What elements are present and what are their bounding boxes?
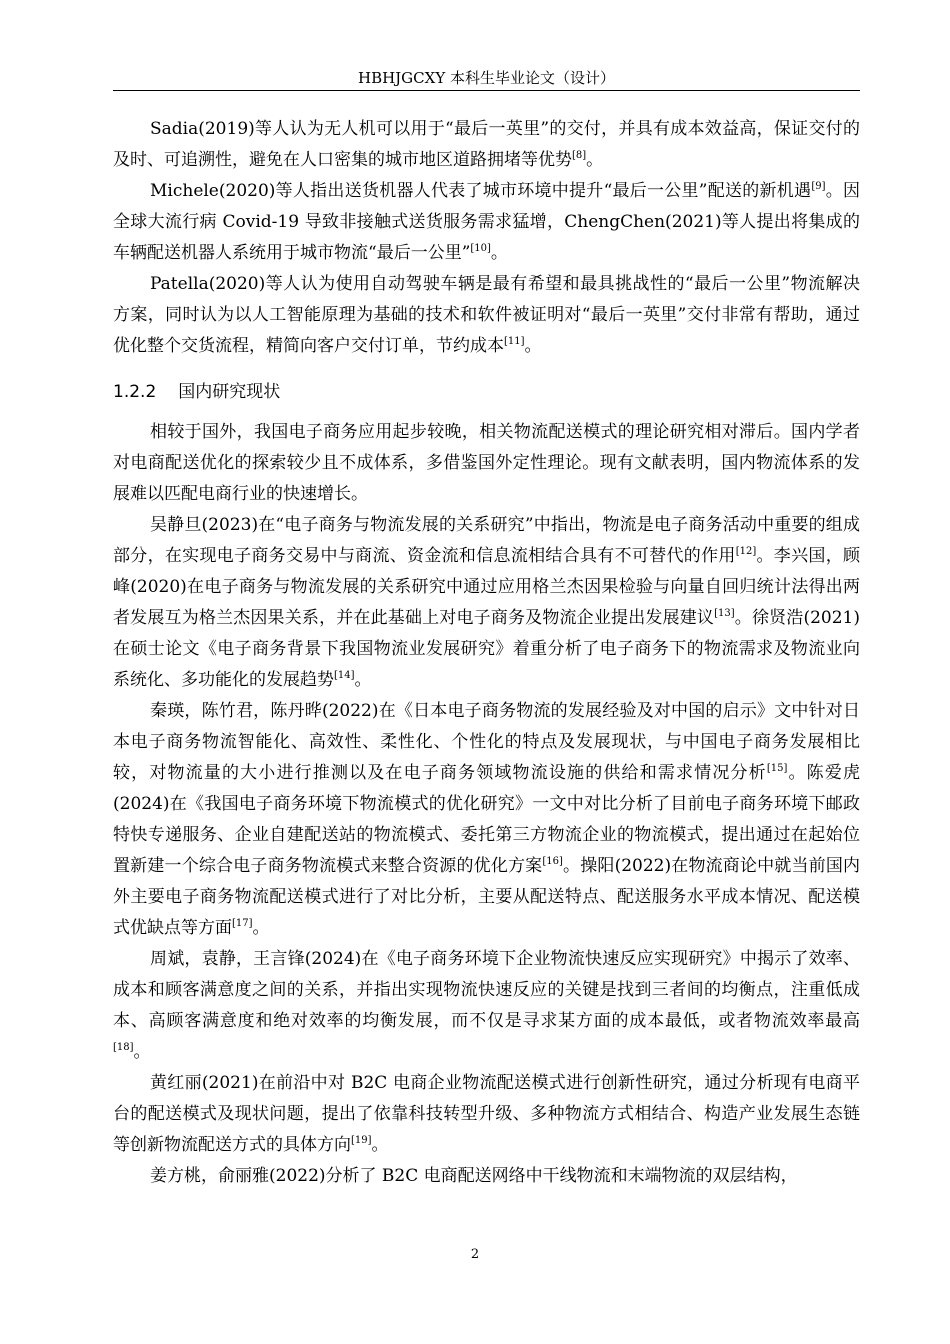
paragraph-qin [113, 696, 860, 944]
paragraph-jiang [113, 1161, 860, 1192]
paragraph-tail: 。 [354, 670, 372, 690]
paragraph-text: 秦瑛，陈竹君，陈丹晔(2022)在《日本电子商务物流的发展经验及对中国的启示》文中针对日本电子商务物流智能化、高效性、柔性化、个性化的特点及发展现状，与中国电子商务发展相比较，对物流量的大小进行推测以及在电子商务领域物流设施的供给和需求情况分析 [113, 701, 860, 783]
citation: [12] [735, 546, 757, 557]
paragraph-tail: 。 [490, 243, 508, 263]
section-number: 1.2.2 [113, 382, 157, 402]
citation: [14] [334, 670, 355, 681]
paragraph-huang [113, 1068, 860, 1161]
paragraph-text: 。操阳(2022)在物流商论中就当前国内外主要电子商务物流配送模式进行了对比分析，主要从配送特点、配送服务水平成本情况、配送模式优缺点等方面 [113, 856, 861, 938]
citation: [19] [351, 1135, 372, 1146]
page-number: 2 [470, 1247, 480, 1262]
paragraph-text: 。徐贤浩(2021)在硕士论文《电子商务背景下我国物流业发展研究》着重分析了电子商务下的物流需求及物流业向系统化、多功能化的发展趋势 [113, 608, 861, 690]
paragraph-intro [113, 417, 860, 510]
page-body [113, 114, 860, 1192]
paragraph-text: 吴静旦(2023)在“电子商务与物流发展的关系研究”中指出，物流是电子商务活动中重要的组成部分，在实现电子商务交易中与商流、资金流和信息流相结合具有不可替代的作用 [113, 515, 860, 566]
paragraph-tail: 。 [133, 1042, 151, 1062]
paragraph-text: 相较于国外，我国电子商务应用起步较晚，相关物流配送模式的理论研究相对滞后。国内学者对电商配送优化的探索较少且不成体系，多借鉴国外定性理论。现有文献表明，国内物流体系的发展难以匹配电商行业的快速增长。 [113, 422, 860, 504]
paragraph-tail: 。 [586, 150, 604, 170]
paragraph-tail: 。 [524, 336, 542, 356]
citation: [11] [504, 336, 525, 347]
citation: [18] [113, 1042, 134, 1053]
paragraph-text: 黄红丽(2021)在前沿中对 B2C 电商企业物流配送模式进行创新性研究，通过分析现有电商平台的配送模式及现状问题，提出了依靠科技转型升级、多种物流方式相结合、构造产业发展生态链等创新物流配送方式的具体方向 [113, 1073, 860, 1155]
section-title: 国内研究现状 [178, 382, 281, 402]
header-rule [113, 90, 860, 91]
paragraph-text: 。陈爱虎(2024)在《我国电子商务环境下物流模式的优化研究》一文中对比分析了目前电子商务环境下邮政特快专递服务、企业自建配送站的物流模式、委托第三方物流企业的物流模式，提出通过在起始位置新建一个综合电子商务物流模式来整合资源的优化方案 [113, 763, 861, 876]
paragraph-tail: 。 [371, 1135, 389, 1155]
section-heading [113, 377, 860, 407]
paragraph-sadia [113, 114, 860, 176]
paragraph-tail: 。 [252, 918, 270, 938]
citation: [15] [766, 763, 788, 774]
running-header: HBHJGCXY 本科生毕业论文（设计） [357, 69, 615, 87]
paragraph-text: Patella(2020)等人认为使用自动驾驶车辆是最有希望和最具挑战性的“最后一公里”物流解决方案，同时认为以人工智能原理为基础的技术和软件被证明对“最后一英里”交付非常有帮助，通过优化整个交货流程，精简向客户交付订单，节约成本 [113, 274, 860, 356]
paragraph-text: 周斌，袁静，王言锋(2024)在《电子商务环境下企业物流快速反应实现研究》中揭示了效率、成本和顾客满意度之间的关系，并指出实现物流快速反应的关键是找到三者间的均衡点，注重低成本、高顾客满意度和绝对效率的均衡发展，而不仅是寻求某方面的成本最低，或者物流效率最高 [113, 949, 860, 1031]
citation: [10] [470, 243, 491, 254]
citation: [8] [572, 150, 587, 161]
citation: [17] [232, 918, 253, 929]
paragraph-michele [113, 176, 860, 269]
paragraph-text: 姜方桃，俞丽雅(2022)分析了 B2C 电商配送网络中干线物流和末端物流的双层结构， [150, 1166, 798, 1186]
paragraph-text: Michele(2020)等人指出送货机器人代表了城市环境中提升“最后一公里”配送的新机遇 [150, 181, 812, 201]
paragraph-text: 。因全球大流行病 Covid-19 导致非接触式送货服务需求猛增，ChengChen(2021)等人提出将集成的车辆配送机器人系统用于城市物流“最后一公里” [113, 181, 861, 263]
citation: [16] [542, 856, 563, 867]
paragraph-zhou [113, 944, 860, 1068]
paragraph-text: Sadia(2019)等人认为无人机可以用于“最后一英里”的交付，并具有成本效益高，保证交付的及时、可追溯性，避免在人口密集的城市地区道路拥堵等优势 [113, 119, 860, 170]
citation: [13] [714, 608, 735, 619]
paragraph-wu [113, 510, 860, 696]
paragraph-text: 。李兴国，顾峰(2020)在电子商务与物流发展的关系研究中通过应用格兰杰因果检验与向量自回归统计法得出两者发展互为格兰杰因果关系，并在此基础上对电子商务及物流企业提出发展建议 [113, 546, 860, 628]
citation: [9] [811, 181, 826, 192]
paragraph-patella [113, 269, 860, 362]
